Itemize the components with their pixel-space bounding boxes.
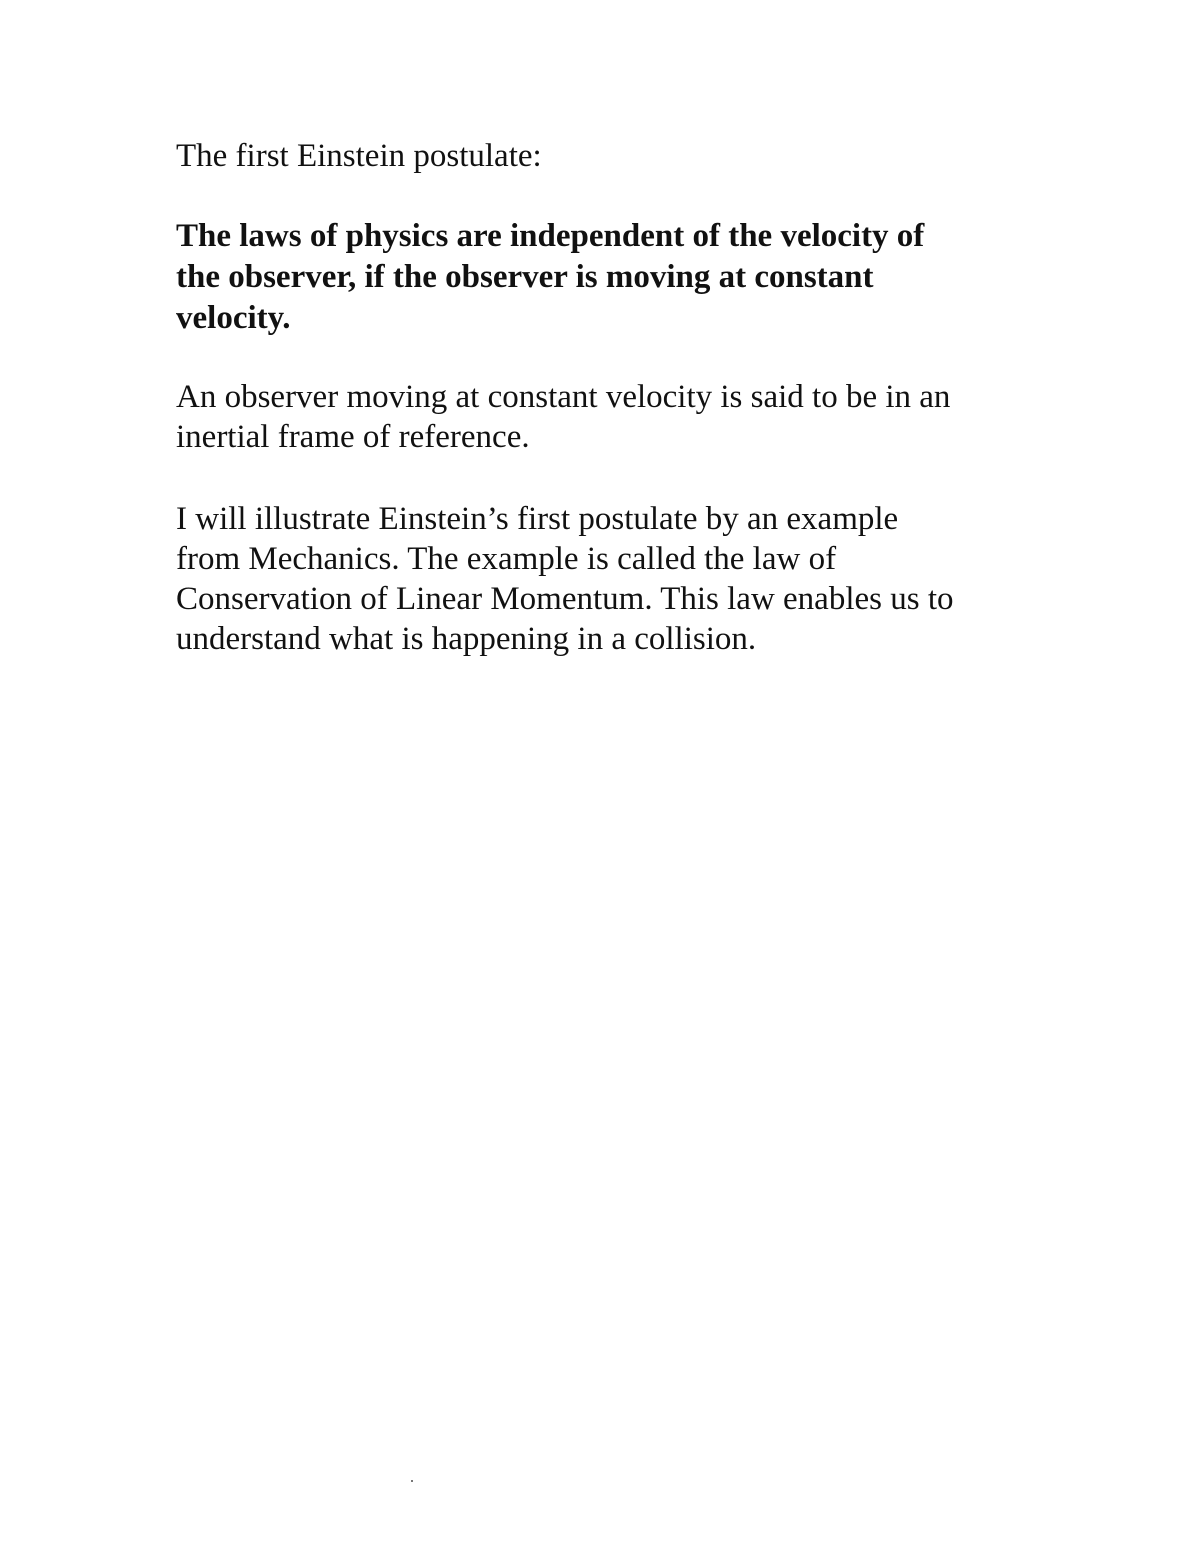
postulate-line: velocity. bbox=[176, 300, 291, 336]
scan-speck bbox=[411, 1480, 413, 1482]
postulate-line: the observer, if the observer is moving at constant bbox=[176, 259, 874, 295]
paragraph-line: Conservation of Linear Momentum. This law enables us to bbox=[176, 581, 954, 617]
inertial-frame-paragraph bbox=[176, 377, 950, 457]
postulate-line: The laws of physics are independent of the velocity of bbox=[176, 218, 925, 254]
paragraph-line: from Mechanics. The example is called the law of bbox=[176, 541, 837, 577]
paragraph-line: inertial frame of reference. bbox=[176, 419, 530, 455]
postulate-statement bbox=[176, 216, 924, 339]
paragraph-line: I will illustrate Einstein’s first postulate by an example bbox=[176, 501, 899, 537]
paragraph-line: understand what is happening in a collision. bbox=[176, 621, 757, 657]
intro-heading: The first Einstein postulate: bbox=[176, 138, 542, 174]
paragraph-line: An observer moving at constant velocity is said to be in an bbox=[176, 379, 951, 415]
illustration-paragraph bbox=[176, 499, 954, 659]
